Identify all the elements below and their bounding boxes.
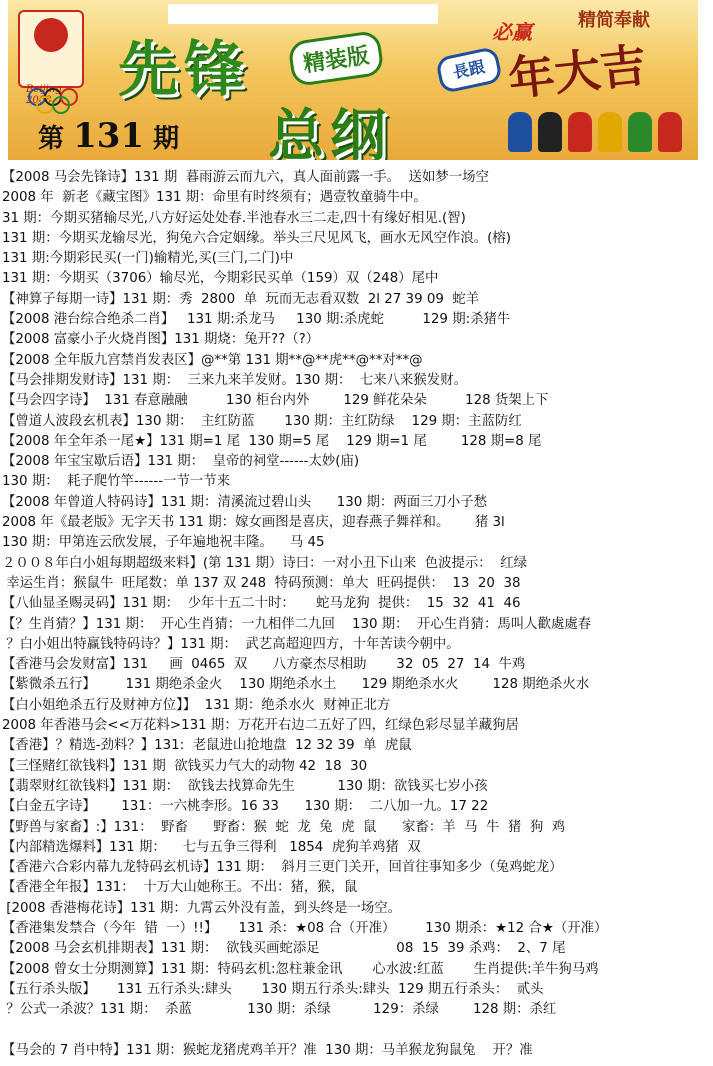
prediction-text-list (0, 168, 713, 1061)
text-line: 【内部精选爆料】131 期： 七与五争三得利 1854 虎狗羊鸡猪 双 (2, 839, 421, 855)
emblem-text: Beijing 2008 (26, 84, 62, 106)
text-line: 【香港集发禁合（今年 错 一）!!】 131 杀：★08 合（开准） 130 期杀：★12 合★（开准） (2, 920, 608, 936)
banner-slogan-bisheng: 必赢 (492, 20, 532, 44)
text-line: 幸运生肖：猴鼠牛 旺尾数：单 137 双 248 特码预测：单大 旺码提供： 13 20 38 (2, 575, 521, 591)
banner-title-part1: 先锋 (118, 35, 250, 105)
mascot-icon (568, 112, 592, 152)
text-line: 【白金五字诗】 131：一六桃李形。16 33 130 期： 二八加一九。17 22 (2, 799, 489, 815)
text-line (0, 1020, 713, 1040)
text-line: 【2008 曾女士分期测算】131 期：特码玄机:忽柱兼金讯 心水波:红蓝 生肖提供:羊牛狗马鸡 (2, 961, 599, 977)
text-line: 【紫微杀五行】 131 期绝杀金火 130 期绝杀水土 129 期绝杀水火 128 期绝杀火水 (2, 677, 590, 693)
text-line: ？公式一杀波？131 期： 杀蓝 130 期：杀绿 129：杀绿 128 期：杀红 (2, 1002, 557, 1018)
banner-badge: 精装版 (287, 30, 384, 87)
text-line: [2008 香港梅花诗】131 期：九霄云外没有盖，到头终是一场空。 (2, 900, 402, 916)
text-line: 2008 年 新老《藏宝图》131 期：命里有时终须有；遇壹牧童骑牛中。 (2, 190, 427, 206)
text-line: 【2008 年宝宝歇后语】131 期： 皇帝的祠堂------太妙(庙) (2, 454, 360, 470)
issue-number: 131 (73, 116, 145, 156)
text-line: 【？生肖猜？】131 期： 开心生肖猜：一九相伴二九回 130 期： 开心生肖猜：馬叫人歡處處春 (2, 616, 592, 632)
mascot-icon (538, 112, 562, 152)
text-line: 【2008 港台综合绝杀二肖】 131 期:杀龙马 130 期:杀虎蛇 129 期:杀猪牛 (2, 312, 511, 328)
text-line: 131 期：今期买（3706）输尽光，今期彩民买单（159）双（248）尾中 (2, 271, 439, 287)
olympic-rings-icon (28, 88, 88, 108)
text-line: 【2008 年曾道人特码诗】131 期：清溪流过碧山头 130 期：两面三刀小子愁 (2, 494, 488, 510)
text-line: 【翡翠财红欲钱料】131 期： 欲钱去找算命先生 130 期：欲钱买七岁小孩 (2, 778, 488, 794)
banner-slogan-jingjian: 精简奉献 (578, 10, 650, 31)
text-line: 【野兽与家畜】:】131： 野畜 野畜：猴 蛇 龙 兔 虎 鼠 家畜：羊 马 牛 猪 狗 鸡 (2, 819, 566, 835)
text-line: 【曾道人波段玄机表】130 期： 主红防蓝 130 期：主红防绿 129 期：主蓝防红 (2, 413, 522, 429)
emblem-mark (34, 18, 68, 52)
text-line: 2008 年《最老版》无字天书 131 期：嫁女画图是喜庆，迎春燕子舞祥和。 猪 3l (2, 515, 505, 531)
text-line: 【马会排期发财诗】131 期： 三来九来羊发财。130 期： 七来八来猴发财。 (2, 372, 467, 388)
text-line: ２００８年白小姐每期超级来料】(第 131 期）诗曰：一对小丑下山来 色波提示： 红绿 (2, 555, 527, 571)
text-line: 131 期:今期彩民买(一门)输精光,买(三门,二门)中 (2, 251, 294, 267)
text-line: 【五行杀头版】 131 五行杀头:肆头 130 期五行杀头:肆头 129 期五行杀头： 贰头 (2, 981, 544, 997)
banner-calligraphy: 年大吉 (505, 37, 649, 107)
text-line: 【2008 马会玄机排期表】131 期： 欲钱买画蛇添足 08 15 39 杀鸡： 2、7 尾 (2, 941, 566, 957)
mascot-icon (628, 112, 652, 152)
text-line: 【香港六合彩内幕九龙特码玄机诗】131 期： 斜月三更门关开，回首往事知多少（兔鸡蛇龙） (2, 860, 563, 876)
text-line: 【香港全年报】131： 十万大山她称王。不出：猪，猴，鼠 (2, 880, 358, 896)
text-line: ？白小姐出特赢钱特码诗？】131 期： 武艺高超迎四方，十年苦读今朝中。 (2, 636, 460, 652)
mascot-icon (658, 112, 682, 152)
text-line: 131 期：今期买龙输尽光，狗兔六合定姻缘。举头三尺见风飞，画水无风空作浪。(榕) (2, 230, 511, 246)
text-line: 【白小姐绝杀五行及财神方位】】 131 期：绝杀水火 财神正北方 (2, 697, 391, 713)
text-line: 【2008 马会先锋诗】131 期 暮雨游云而九六，真人面前露一手。 送如梦一场空 (2, 170, 489, 185)
text-line: 130 期：甲第连云欣发展，子年遍地祝丰隆。 马 45 (2, 535, 325, 551)
banner-white-strip (168, 4, 438, 24)
banner-title-part2: 总纲 (268, 103, 392, 160)
banner-genban-badge: 長跟 (435, 46, 503, 94)
text-line: 【香港马会发财富】131 画 0465 双 八方豪杰尽相助 32 05 27 14 牛鸡 (2, 657, 526, 673)
olympic-emblem (18, 10, 84, 106)
text-line: 【2008 全年版九宫禁肖发表区】@**第 131 期**@**虎**@**对**@ (2, 352, 423, 368)
text-line: 130 期： 耗子爬竹竿------一节一节来 (2, 474, 231, 490)
mascot-icon (598, 112, 622, 152)
text-line: 【2008 富豪小子火烧肖图】131 期烧：兔开??（?） (2, 332, 320, 348)
text-line: 【2008 年全年杀一尾★】131 期=1 尾 130 期=5 尾 129 期=1 尾 128 期=8 尾 (2, 433, 542, 449)
text-line: 【香港】？精选-劲料？】131: 老鼠进山抢地盘 12 32 39 单 虎鼠 (2, 738, 412, 754)
text-line: 【三怪赌红欲钱料】131 期 欲钱买力气大的动物 42 18 30 (2, 758, 368, 774)
issue-label (38, 116, 179, 156)
text-line: 2008 年香港马会<<万花料>131 期：万花开右边二五好了四，红绿色彩尽显羊藏狗居 (2, 718, 519, 734)
text-line: 31 期：今期买猪输尽光,八方好运处处春.半池春水三二走,四十有缘好相见.(智) (2, 210, 466, 226)
issue-suffix: 期 (153, 124, 180, 154)
text-line: 【马会四字诗】 131 春意融融 130 柜台内外 129 鲜花朵朵 128 货架上下 (2, 393, 549, 409)
mascot-icon (508, 112, 532, 152)
header-banner (8, 0, 698, 160)
text-line: 【八仙显圣赐灵码】131 期： 少年十五二十时： 蛇马龙狗 提供： 15 32 41 46 (2, 596, 521, 612)
text-line: 【神算子每期一诗】131 期：秀 2800 单 玩而无志看双数 2l 27 39 09 蛇羊 (2, 291, 480, 307)
issue-prefix: 第 (38, 124, 65, 154)
text-line: 【马会的 7 肖中特】131 期：猴蛇龙猪虎鸡羊开？准 130 期：马羊猴龙狗鼠兔 开？准 (2, 1042, 533, 1058)
